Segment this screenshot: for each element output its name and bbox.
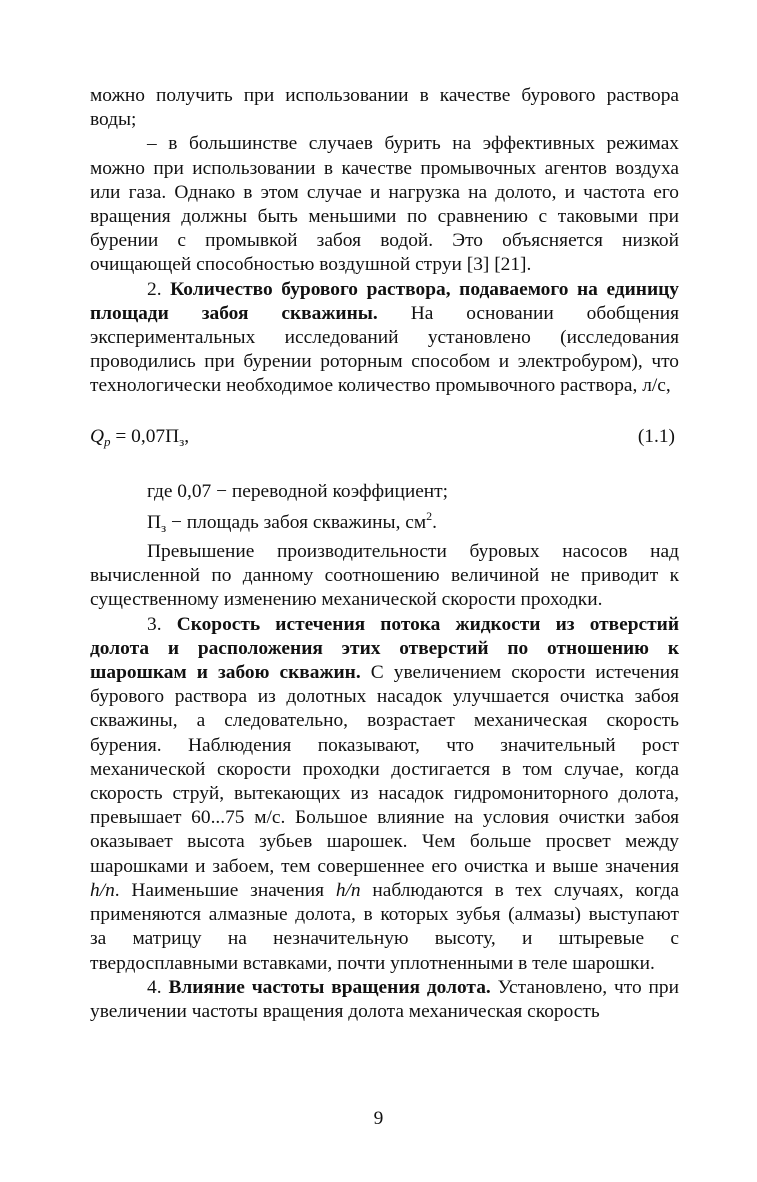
where-symbol-sub: з xyxy=(161,519,167,535)
section-number: 3. xyxy=(147,613,162,635)
paragraph-pump-excess: Превышение производительности буровых насосов над вычисленной по данному соотношению величиной не приводит к существенному изменению механической скорости проходки. xyxy=(90,541,679,611)
page-number: 9 xyxy=(373,1108,384,1129)
paragraph-section-2 xyxy=(90,278,679,399)
formula-var: Q xyxy=(90,425,105,447)
formula-number: (1.1) xyxy=(637,425,675,447)
section-number: 2. xyxy=(147,278,162,300)
formula-rhs-sub: з xyxy=(179,433,185,449)
formula-var-sub: p xyxy=(104,433,111,449)
section-number: 4. xyxy=(147,976,162,998)
where-end: . xyxy=(432,511,437,533)
paragraph-continuation: можно получить при использовании в качестве бурового раствора воды; xyxy=(90,85,679,131)
paragraph-section-3 xyxy=(90,613,679,976)
section-body: Установлено, что при увеличении частоты вращения долота механическая скорость xyxy=(90,976,680,1022)
math-h-over-n: h/n xyxy=(90,879,115,901)
section-heading-bold: Влияние частоты вращения долота. xyxy=(168,976,491,998)
section-heading-bold: Скорость истечения потока жидкости из отверстий долота и расположения этих отверстий по отношению к шарошкам и забою скважин. xyxy=(90,613,679,684)
where-line-2 xyxy=(90,504,679,540)
section-body: наблюдаются в тех случаях, когда применяются алмазные долота, в которых зубья (алмазы) выступают за матрицу на незначительную высоту, и штыревые с твердосплавными вставками, почти уплотненными в теле шарошки. xyxy=(90,879,679,974)
formula-expression xyxy=(90,425,189,454)
section-body: . Наименьшие значения xyxy=(114,879,325,901)
where-unit-sup: 2 xyxy=(426,508,433,523)
section-body: С увеличением скорости истечения бурового раствора из долотных насадок улучшается очистка забоя скважины, а следовательно, возрастает механическая скорость бурения. Наблюдения показывают, что значительный рост механической скорости проходки достигается в том случае, когда скорость струй, вытекающих из насадок гидромониторного долота, превышает 60...75 м/с. Большое влияние на условия очистки забоя оказывает высота зубьев шарошек. Чем больше просвет между шарошками и забоем, тем совершеннее его очистка и выше значения xyxy=(90,662,679,877)
section-heading-bold: Количество бурового раствора, подаваемого на единицу площади забоя скважины. xyxy=(90,278,679,324)
section-body: На основании обобщения экспериментальных исследований установлено (исследования проводились при бурении роторным способом и электробуром), что технологически необходимое количество промывочного раствора, л/с, xyxy=(90,302,679,397)
paragraph-dash-item: – в большинстве случаев бурить на эффективных режимах можно при использовании в качестве промывочных агентов воздуха или газа. Однако в этом случае и нагрузка на долото, и частота его вращения должны быть меньшими по сравнению с таковыми при бурении с промывкой забоя водой. Это объясняется низкой очищающей способностью воздушной струи [3] [21]. xyxy=(90,133,679,276)
where-text: − площадь забоя скважины, см xyxy=(166,511,427,533)
math-h-over-n: h/n xyxy=(335,879,361,901)
formula-rhs: = 0,07П xyxy=(115,425,180,447)
formula-tail: , xyxy=(184,425,190,447)
where-line-1: где 0,07 − переводной коэффициент; xyxy=(147,480,449,502)
formula-1-1 xyxy=(90,425,679,454)
paragraph-section-4 xyxy=(90,976,679,1024)
where-symbol: П xyxy=(147,511,162,533)
